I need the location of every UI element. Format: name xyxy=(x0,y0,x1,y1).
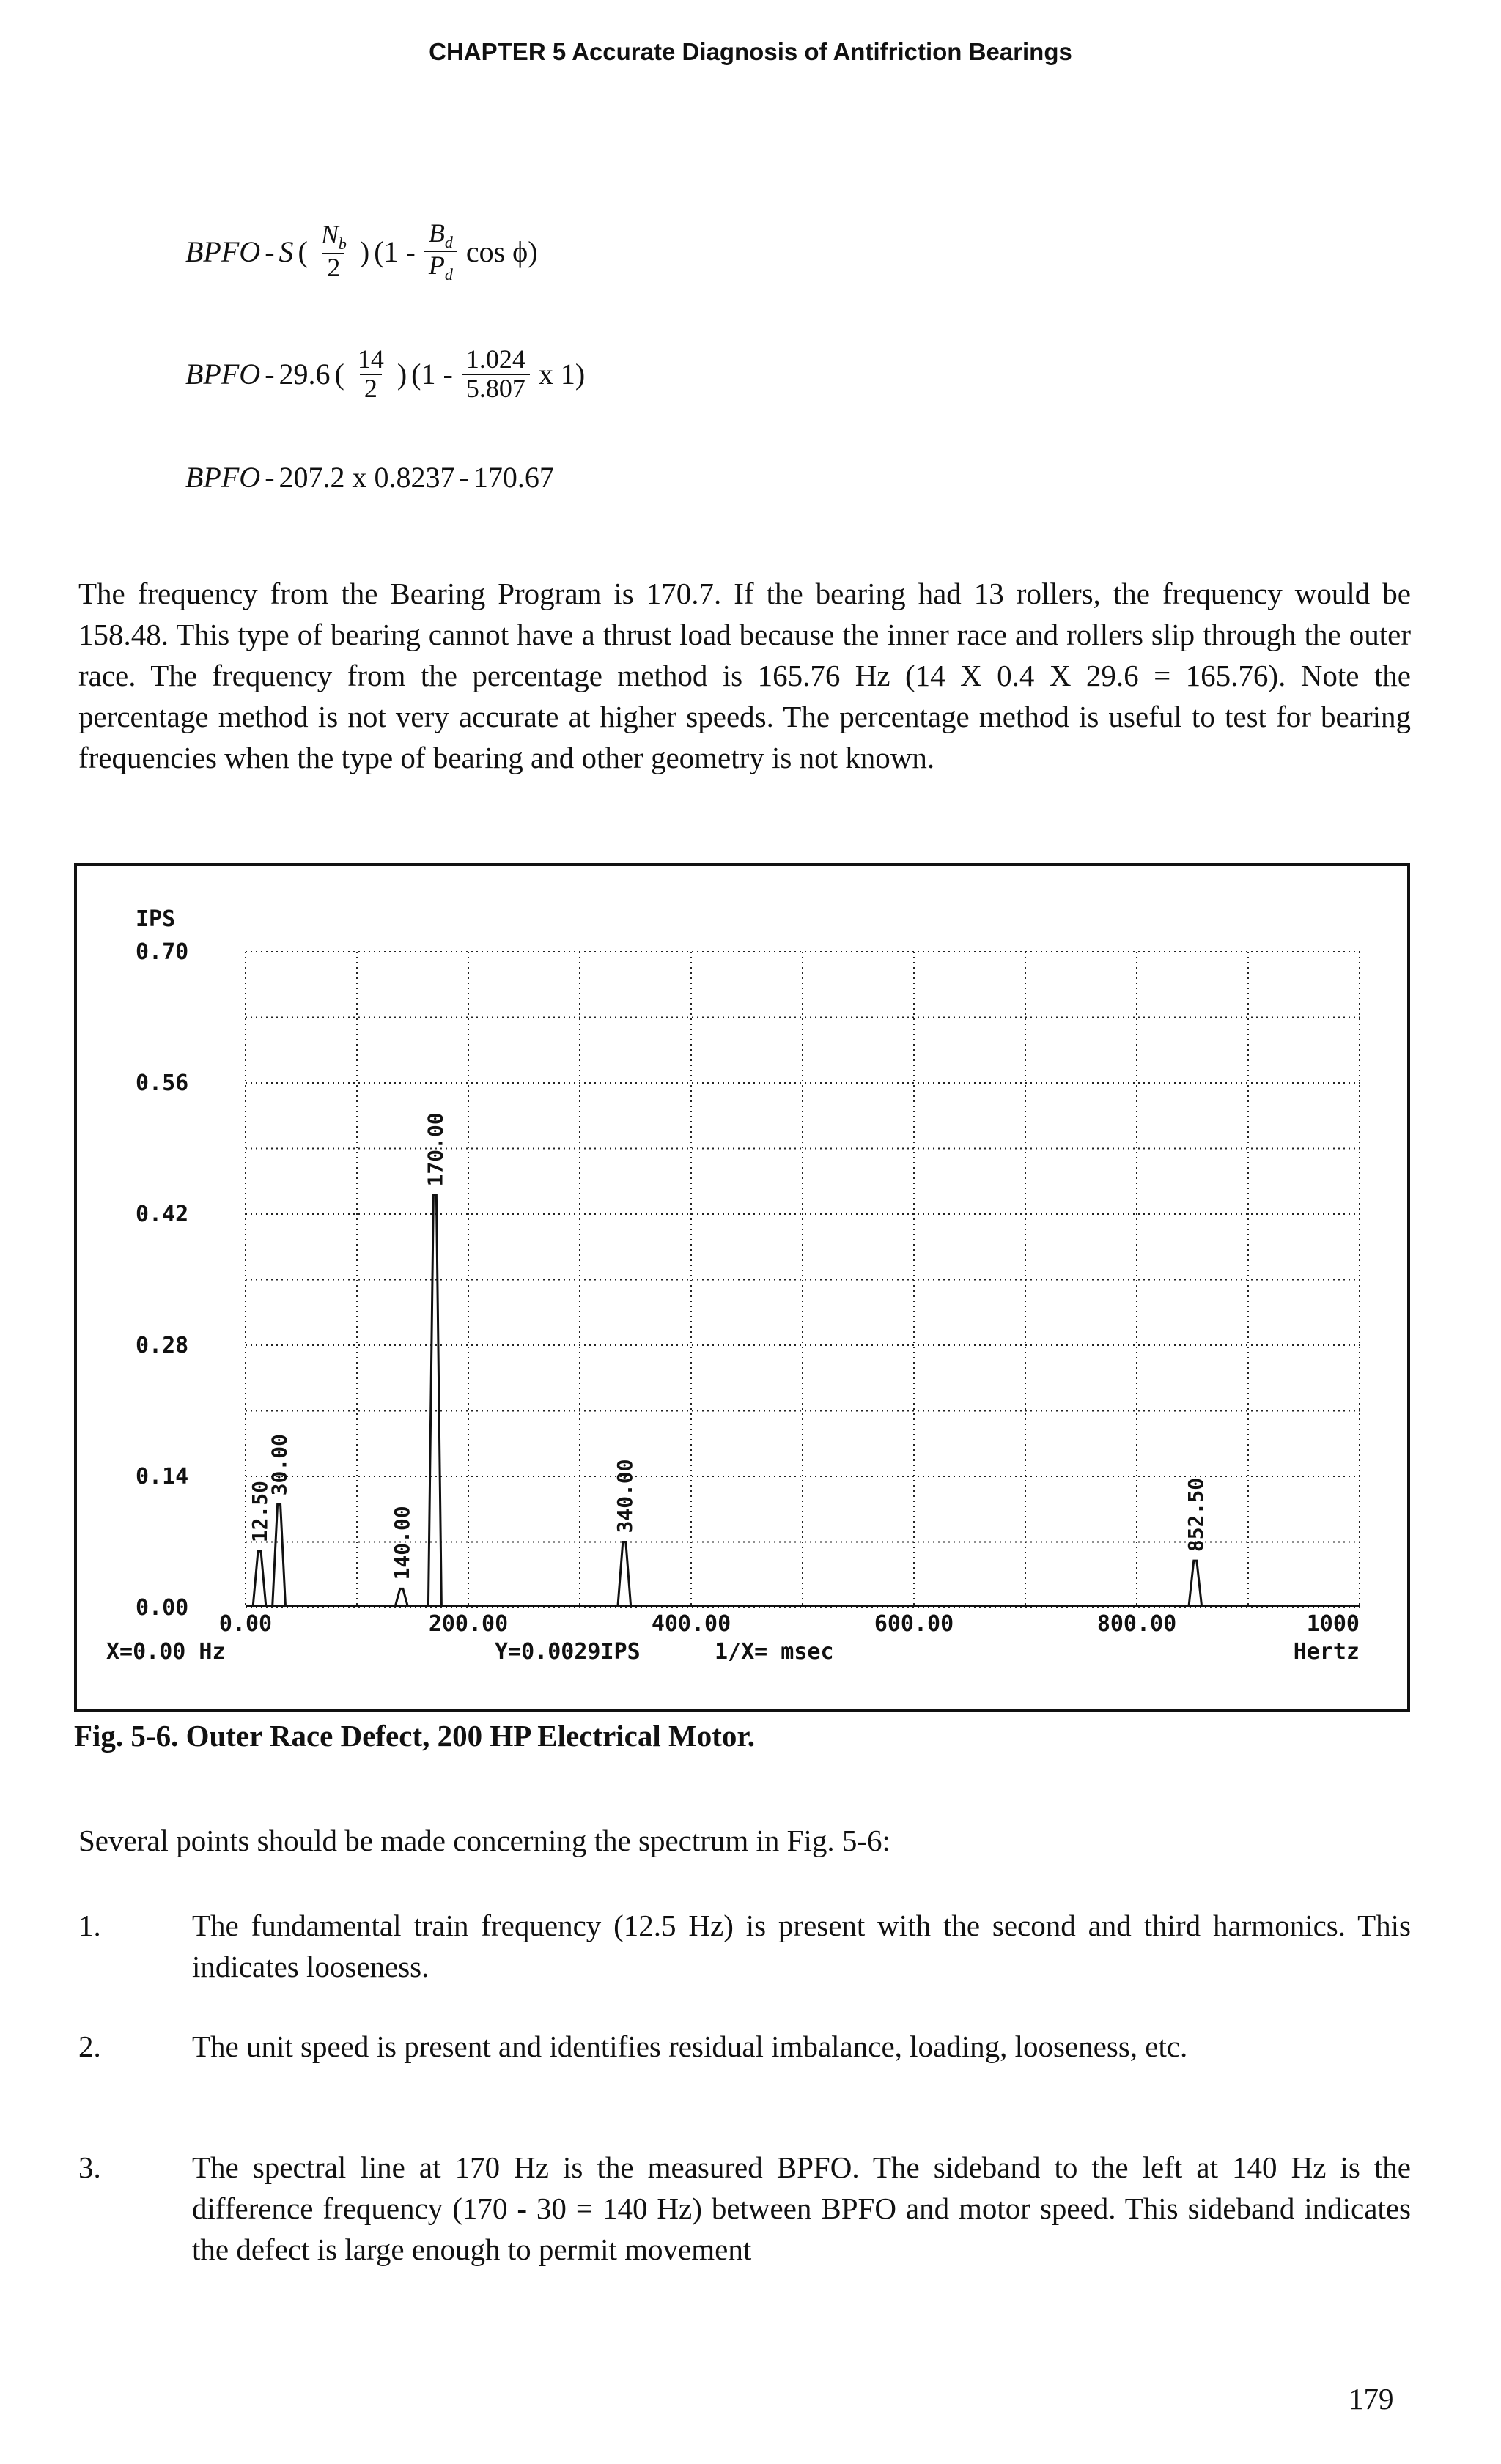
spectrum-figure xyxy=(74,863,1410,1712)
paragraph-several-points: Several points should be made concerning the spectrum in Fig. 5-6: xyxy=(78,1824,890,1857)
eq1-paren: (1 - xyxy=(374,234,416,268)
peak-label: 30.00 xyxy=(267,1434,292,1496)
equation-2: BPFO - 29.6 ( $\frac{14}{2}$ ) (1 - $\frac{1.024}{5.807}$ x 1) xyxy=(185,344,586,403)
spectrum-peak xyxy=(1189,1561,1202,1607)
eq1-lhs: BPFO xyxy=(185,234,261,268)
eq2-equals: - xyxy=(265,358,275,391)
eq3-equals: - xyxy=(265,461,275,494)
eq2-lhs: BPFO xyxy=(185,358,261,391)
x-tick-label: 1000 xyxy=(1306,1611,1360,1637)
x-tick-label: 0.00 xyxy=(218,1611,273,1637)
equation-1: BPFO - S ( $\frac{N_b}{2}$ ) (1 - $\frac{B_d}{P_d}$ cos ϕ) xyxy=(185,218,538,284)
y-tick-label: 0.28 xyxy=(136,1333,189,1358)
eq1-equals: - xyxy=(265,234,275,268)
eq3-equals-2: - xyxy=(459,461,469,494)
eq1-s: S xyxy=(279,234,294,268)
y-tick-label: 0.56 xyxy=(136,1070,189,1096)
list-item-text: The unit speed is present and identifies residual imbalance, loading, looseness, etc. xyxy=(192,2030,1188,2063)
eq2-fraction-14: $\frac{14}{2}$ xyxy=(357,344,384,403)
spectrum-peak xyxy=(428,1195,441,1607)
spectrum-peak xyxy=(253,1551,266,1607)
status-inv-readout: 1/X= msec xyxy=(715,1639,834,1665)
eq1-tail: cos ϕ) xyxy=(465,234,538,268)
peak-label: 340.00 xyxy=(612,1459,637,1533)
eq3-lhs: BPFO xyxy=(185,461,261,494)
list-item-text: The spectral line at 170 Hz is the measured BPFO. The sideband to the left at 140 Hz is the difference frequency (170 - 30 = 140 Hz) between BPFO and motor speed. This sideband indicates the defect is large enough to permit movement xyxy=(192,2150,1411,2266)
eq2-tail: x 1) xyxy=(538,358,586,391)
page-number: 179 xyxy=(1349,2382,1394,2416)
y-tick-label: 0.42 xyxy=(136,1202,189,1227)
eq1-fraction-nb: $\frac{N_b}{2}$ xyxy=(320,220,347,282)
x-axis-title: Hertz xyxy=(1293,1639,1360,1665)
peak-label: 12.50 xyxy=(248,1480,272,1543)
y-axis-title: IPS xyxy=(136,906,176,932)
status-y-readout: Y=0.0029IPS xyxy=(495,1639,641,1665)
spectrum-chart xyxy=(77,866,1407,1709)
eq1-fraction-bd: $\frac{B_d}{P_d}$ xyxy=(424,220,457,284)
list-item-number: 1. xyxy=(78,1909,101,1942)
eq2-fraction-ratio: $\frac{1.024}{5.807}$ xyxy=(462,346,530,403)
figure-caption: Fig. 5-6. Outer Race Defect, 200 HP Electrical Motor. xyxy=(74,1719,756,1753)
y-tick-label: 0.70 xyxy=(136,939,189,965)
equation-3 xyxy=(185,460,554,495)
eq3-result: 170.67 xyxy=(473,461,554,494)
list-item xyxy=(78,2147,1411,2279)
status-x-readout: X=0.00 Hz xyxy=(106,1639,226,1665)
x-tick-label: 800.00 xyxy=(1096,1611,1177,1637)
y-tick-label: 0.14 xyxy=(136,1464,189,1490)
list-item-number: 2. xyxy=(78,2030,101,2063)
peak-label: 170.00 xyxy=(423,1112,448,1187)
spectrum-peak xyxy=(273,1504,286,1607)
peak-label: 852.50 xyxy=(1183,1477,1208,1553)
eq2-paren: (1 - xyxy=(411,358,453,391)
spectrum-peak xyxy=(618,1542,631,1608)
paragraph-bearing-frequency: The frequency from the Bearing Program is 170.7. If the bearing had 13 rollers, the frequency would be 158.48. This type of bearing cannot have a thrust load because the inner race and rollers slip through the outer race. The frequency from the percentage method is 165.76 Hz (14 X 0.4 X 29.6 = 165.76). Note the percentage method is not very accurate at higher speeds. The percentage method is useful to test for bearing frequencies when the type of bearing and other geometry is not known. xyxy=(78,577,1411,774)
x-tick-label: 200.00 xyxy=(428,1611,509,1637)
list-item xyxy=(78,2026,1411,2114)
eq2-value: 29.6 xyxy=(279,358,331,391)
list-item-text: The fundamental train frequency (12.5 Hz) is present with the second and third harmonics. This indicates looseness. xyxy=(192,1909,1411,1983)
list-item-number: 3. xyxy=(78,2150,101,2184)
y-tick-label: 0.00 xyxy=(136,1595,189,1621)
peak-label: 140.00 xyxy=(389,1506,414,1580)
x-tick-label: 600.00 xyxy=(874,1611,954,1637)
eq3-expr: 207.2 x 0.8237 xyxy=(279,461,455,494)
spectrum-peak xyxy=(395,1588,408,1607)
page-header: CHAPTER 5 Accurate Diagnosis of Antifriction Bearings xyxy=(429,38,1072,65)
x-tick-label: 400.00 xyxy=(651,1611,731,1637)
list-item xyxy=(78,1905,1411,1993)
